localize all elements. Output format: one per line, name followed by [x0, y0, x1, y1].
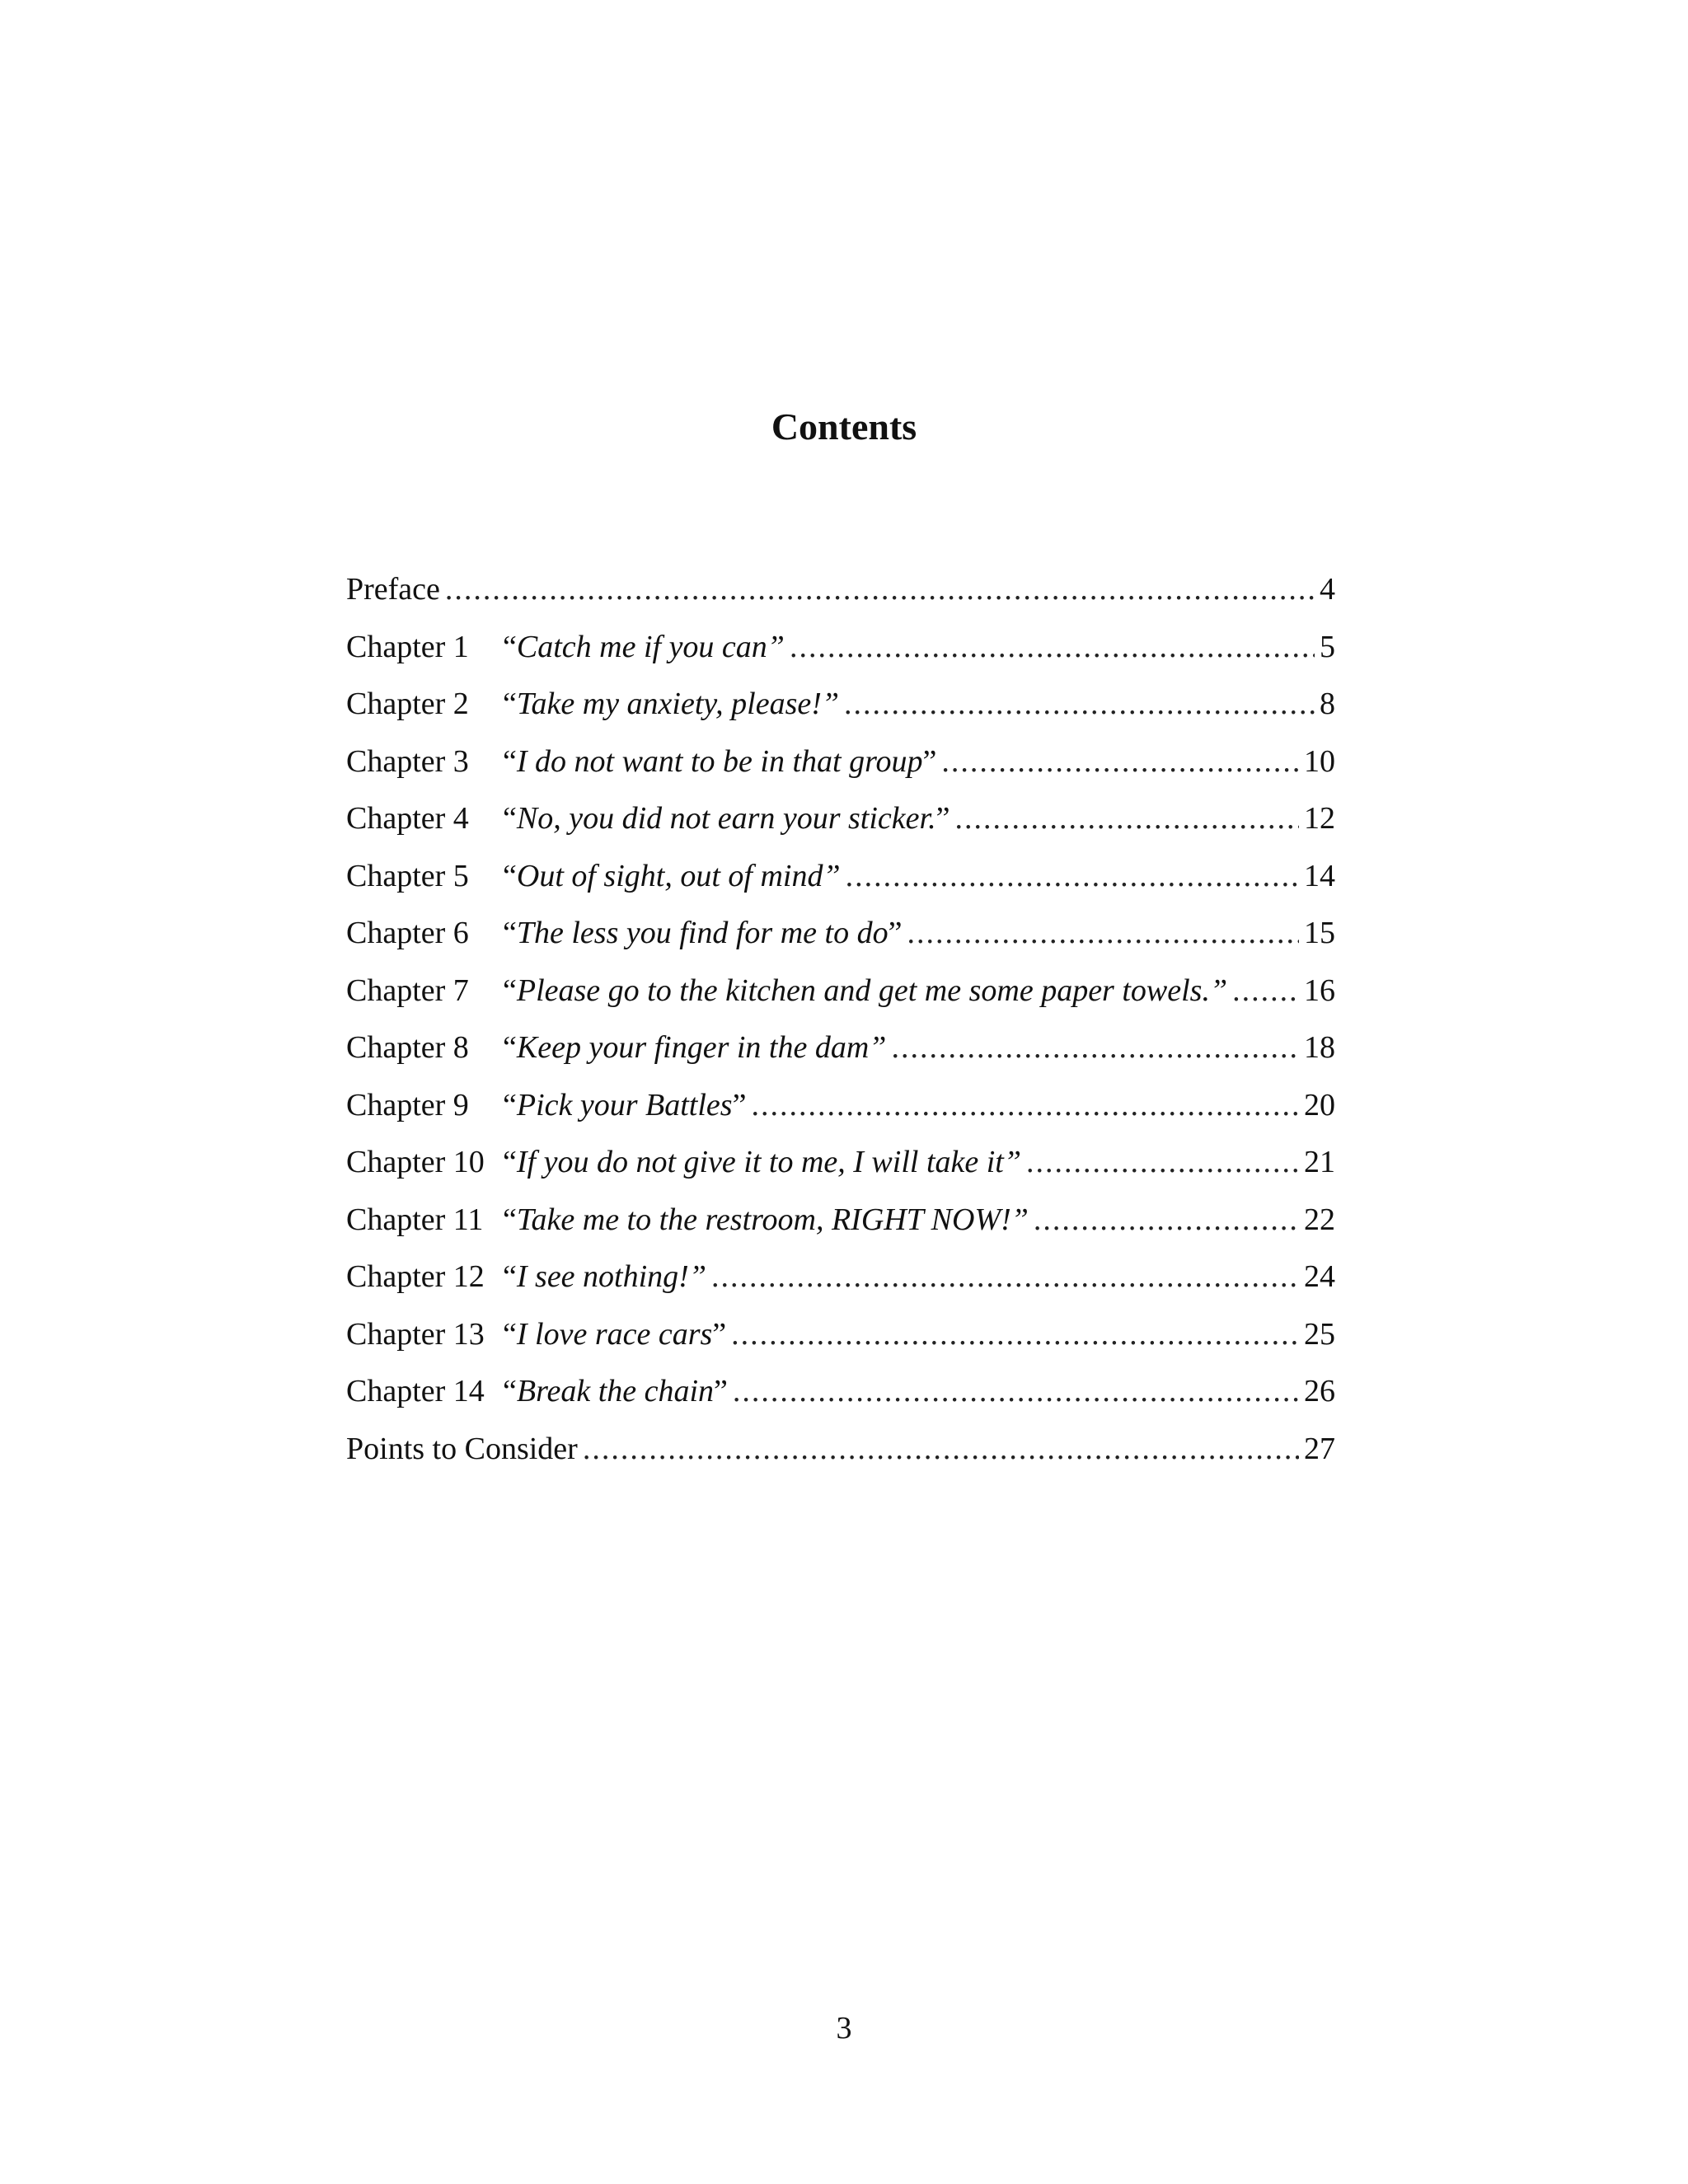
toc-entry-label: Points to Consider [346, 1431, 578, 1466]
toc-entry-title [503, 1146, 1021, 1178]
toc-entry-label: Chapter 4 [346, 801, 469, 836]
page-number: 3 [836, 2011, 852, 2046]
toc-entry-title-text: Pick your Battles [516, 1087, 733, 1122]
toc-entry-label: Chapter 2 [346, 687, 469, 721]
toc-entry-label: Chapter 8 [346, 1030, 469, 1065]
toc-entry-page: 22 [1304, 1202, 1335, 1237]
toc-entry-title-text: Please go to the kitchen and get me some paper towels.” [516, 972, 1228, 1008]
toc-entry-page: 12 [1304, 801, 1335, 836]
toc-entry-title-text: I do not want to be in that group [516, 743, 923, 779]
toc-entry [346, 574, 1335, 631]
toc-entry-page: 8 [1320, 687, 1335, 721]
toc-entry-title [503, 631, 785, 663]
toc-entry-title-text: I see nothing!” [516, 1259, 706, 1294]
toc-dot-leader [445, 574, 1315, 605]
toc-entry-title [503, 972, 1228, 1008]
toc-entry-page: 21 [1304, 1145, 1335, 1179]
toc-entry-close-quote: ” [935, 801, 950, 836]
toc-entry-title [503, 1376, 728, 1407]
toc-entry-title-text: Take me to the restroom, RIGHT NOW!” [516, 1202, 1029, 1237]
toc-entry-open-quote: “ [503, 1316, 517, 1352]
toc-entry-label: Chapter 10 [346, 1145, 485, 1179]
toc-entry-page: 15 [1304, 916, 1335, 950]
toc-dot-leader [790, 631, 1315, 663]
toc-entry-open-quote: “ [503, 1087, 517, 1122]
toc-entry [346, 1433, 1335, 1491]
toc-entry-title [503, 1032, 886, 1063]
toc-entry-label: Chapter 3 [346, 743, 469, 779]
toc-entry-title-text: If you do not give it to me, I will take it” [516, 1145, 1021, 1179]
toc-entry-page: 26 [1304, 1374, 1335, 1408]
toc-entry-open-quote: “ [503, 629, 517, 664]
toc-entry-title [503, 917, 902, 949]
toc-dot-leader [846, 860, 1299, 892]
toc-entry-label: Chapter 1 [346, 629, 469, 664]
toc-entry-page: 14 [1304, 858, 1335, 893]
toc-entry [346, 1032, 1335, 1090]
toc-entry [346, 860, 1335, 918]
toc-entry-label: Chapter 5 [346, 858, 469, 893]
toc-entry-close-quote: ” [714, 1374, 728, 1408]
toc-entry-label: Chapter 14 [346, 1374, 485, 1408]
toc-entry-label: Chapter 13 [346, 1316, 485, 1352]
toc-dot-leader [941, 746, 1299, 777]
toc-entry-title [503, 1261, 706, 1292]
toc-dot-leader [891, 1032, 1299, 1063]
toc-entry-close-quote: ” [888, 916, 903, 950]
toc-entry-open-quote: “ [503, 1145, 517, 1179]
toc-entry-open-quote: “ [503, 858, 517, 893]
toc-entry-open-quote: “ [503, 1259, 517, 1294]
toc-entry-title-text: Keep your finger in the dam” [516, 1030, 887, 1065]
toc-entry [346, 972, 1335, 1033]
toc-entry [346, 1316, 1335, 1376]
toc-entry [346, 631, 1335, 689]
toc-dot-leader [733, 1376, 1299, 1407]
toc-entry-page: 20 [1304, 1087, 1335, 1122]
toc-dot-leader [1232, 975, 1299, 1006]
toc-dot-leader [731, 1319, 1299, 1350]
toc-entry-page: 25 [1304, 1316, 1335, 1352]
toc-entry-page: 18 [1304, 1030, 1335, 1065]
toc-entry-page: 16 [1304, 972, 1335, 1008]
toc-entry-open-quote: “ [503, 1374, 517, 1408]
toc-entry-title-text: Break the chain [516, 1374, 715, 1408]
toc-entry-title [503, 1204, 1029, 1235]
toc-entry-close-quote: ” [732, 1087, 747, 1122]
toc-entry-title [503, 1087, 747, 1122]
toc-entry-title-text: Catch me if you can” [516, 629, 785, 664]
toc-entry-page: 4 [1320, 572, 1335, 607]
toc-entry-title [503, 860, 841, 892]
toc-entry [346, 1261, 1335, 1319]
toc-entry-label: Chapter 6 [346, 916, 469, 950]
toc-entry-page: 10 [1304, 743, 1335, 779]
toc-entry [346, 1376, 1335, 1433]
toc-entry-title-text: Take my anxiety, please!” [516, 687, 840, 721]
toc-entry-open-quote: “ [503, 687, 517, 721]
toc-dot-leader [907, 917, 1299, 949]
toc-dot-leader [711, 1261, 1299, 1292]
toc-entry-close-quote: ” [922, 743, 937, 779]
toc-entry-label: Chapter 12 [346, 1259, 485, 1294]
toc-entry-close-quote: ” [712, 1316, 727, 1352]
toc-entry [346, 1087, 1335, 1147]
toc-entry-label: Chapter 11 [346, 1202, 484, 1237]
toc-entry-open-quote: “ [503, 1202, 517, 1237]
toc-entry-title-text: No, you did not earn your sticker. [516, 801, 936, 836]
toc-entry-page: 5 [1320, 629, 1335, 664]
toc-entry [346, 803, 1335, 860]
toc-entry-label: Chapter 7 [346, 972, 469, 1008]
toc-entry-page: 27 [1304, 1431, 1335, 1466]
toc-entry-title [503, 803, 950, 834]
toc-entry-open-quote: “ [503, 743, 517, 779]
toc-dot-leader [954, 803, 1299, 834]
toc-entry [346, 917, 1335, 975]
toc-entry-title-text: The less you find for me to do [516, 916, 889, 950]
toc-entry-label: Chapter 9 [346, 1087, 469, 1122]
toc-entry-open-quote: “ [503, 916, 517, 950]
toc-entry [346, 1204, 1335, 1262]
table-of-contents [346, 574, 1335, 1490]
toc-dot-leader [583, 1433, 1299, 1465]
toc-entry [346, 743, 1335, 804]
toc-dot-leader [844, 688, 1315, 719]
toc-entry-open-quote: “ [503, 1030, 517, 1065]
toc-dot-leader [751, 1090, 1299, 1121]
toc-entry-label: Preface [346, 572, 440, 607]
toc-entry-title-text: I love race cars [516, 1316, 713, 1352]
toc-entry [346, 688, 1335, 746]
toc-entry-title [503, 1316, 727, 1352]
toc-entry [346, 1146, 1335, 1204]
toc-entry-title [503, 743, 937, 779]
toc-entry-title [503, 688, 839, 719]
toc-entry-open-quote: “ [503, 801, 517, 836]
page-title: Contents [771, 405, 917, 448]
toc-entry-page: 24 [1304, 1259, 1335, 1294]
toc-entry-title-text: Out of sight, out of mind” [516, 858, 841, 893]
toc-dot-leader [1026, 1146, 1299, 1178]
toc-entry-open-quote: “ [503, 972, 517, 1008]
toc-dot-leader [1034, 1204, 1299, 1235]
